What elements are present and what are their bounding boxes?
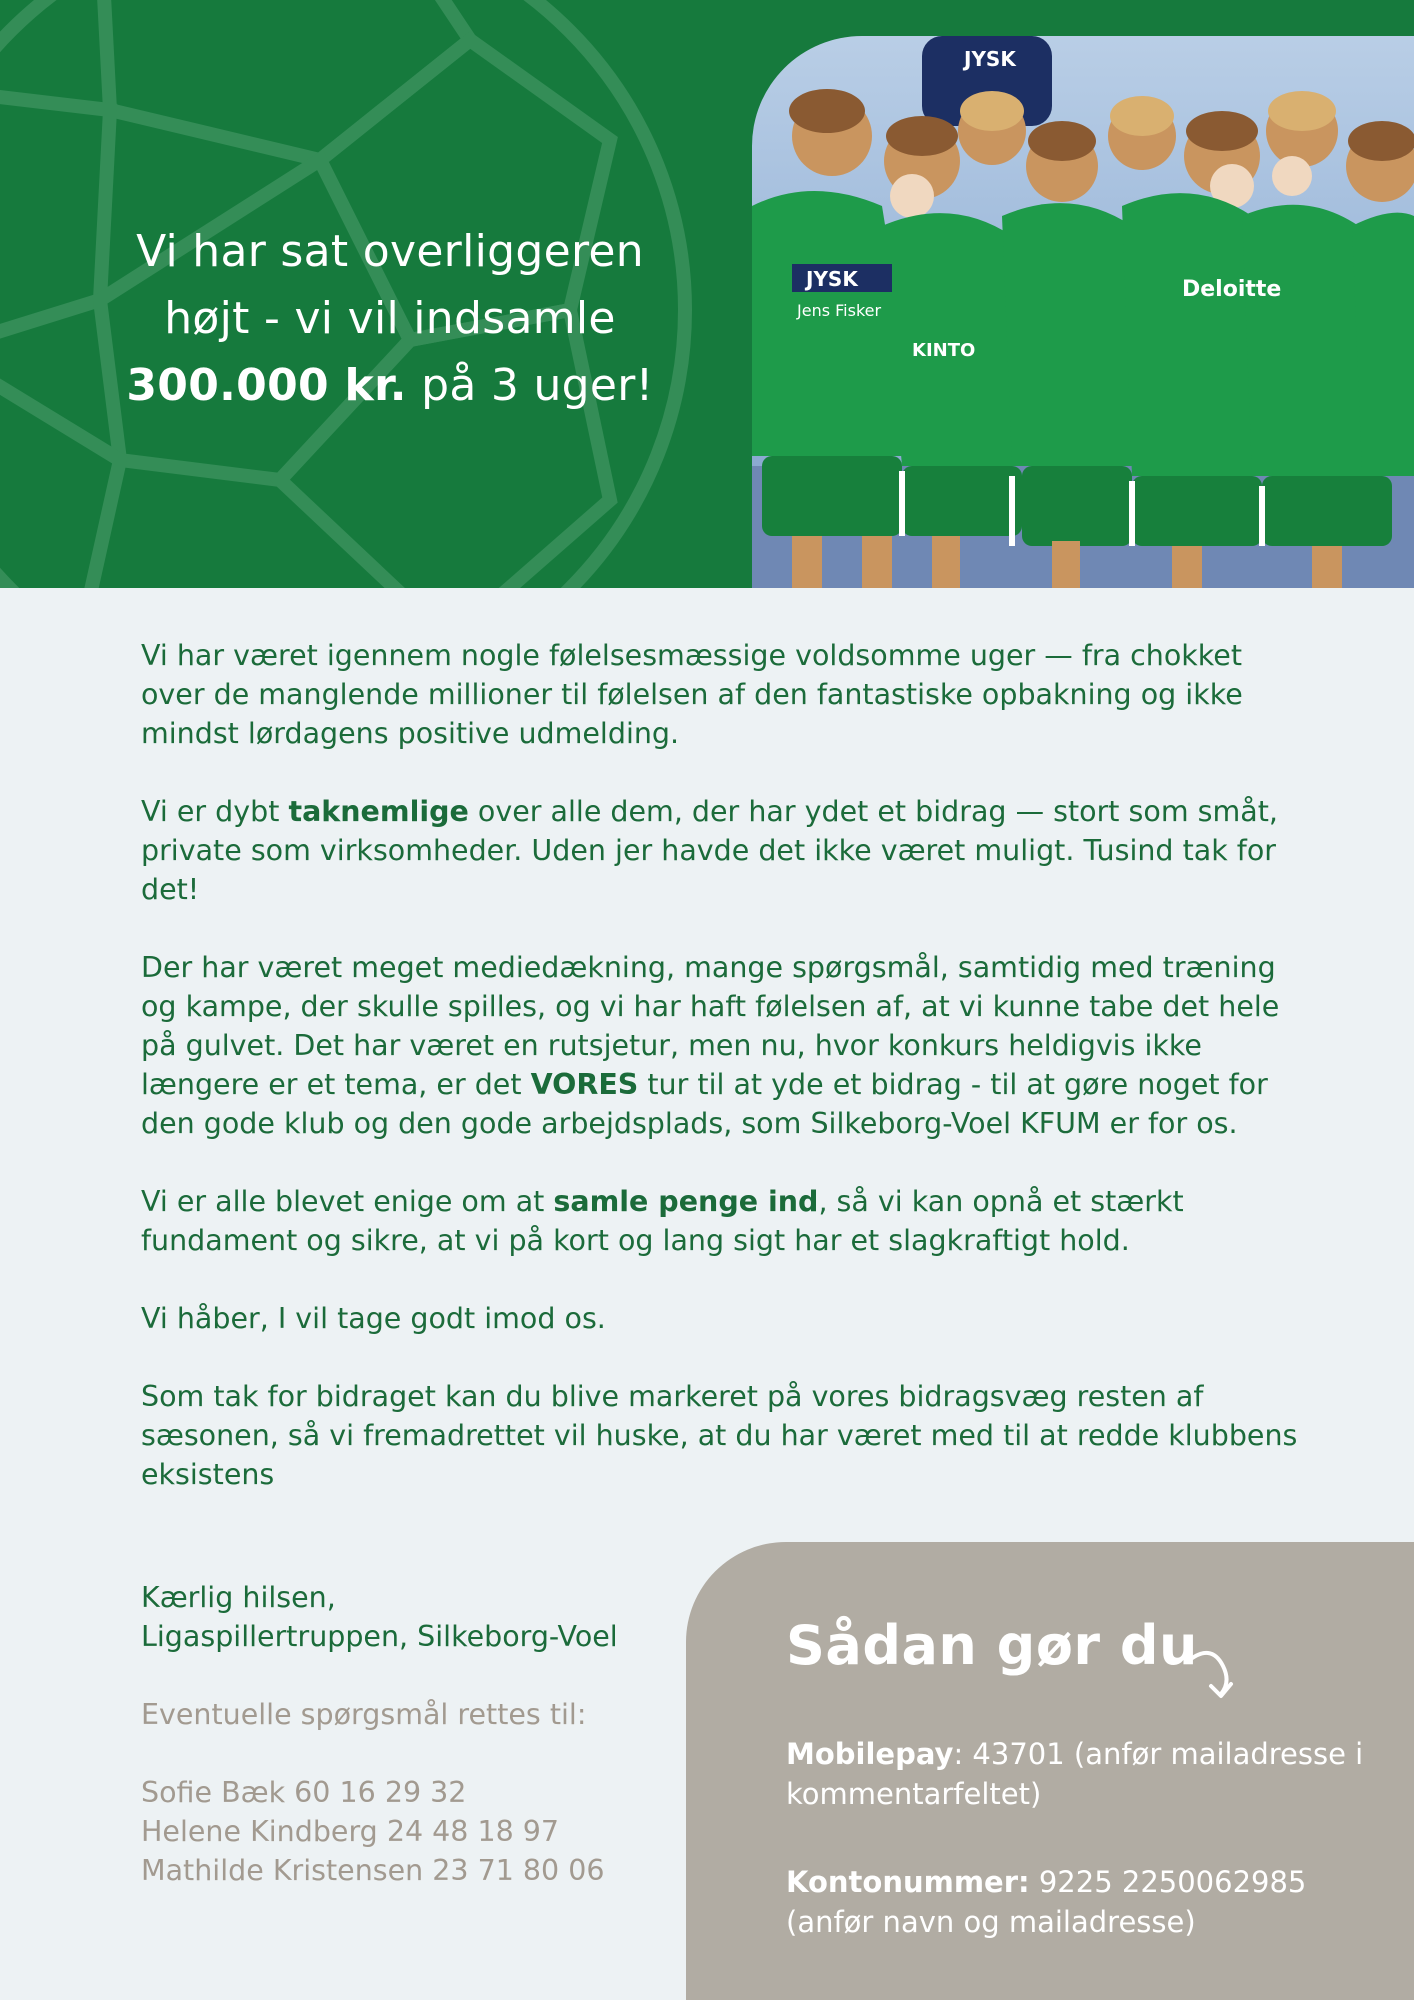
payment-instructions bbox=[786, 1734, 1396, 1990]
team-huddle-illustration bbox=[752, 36, 1414, 588]
headline bbox=[40, 218, 740, 419]
letter-paragraph-3: Der har været meget mediedækning, mange spørgsmål, samtidig med træning og kampe, der skulle spilles, og vi har haft følelsen af, at vi kunne tabe det hele på gulvet. Det har været en rutsjetur, men nu, hvor konkurs heldigvis ikke længere er et tema, er det VORES tur til at yde et bidrag - til at gøre noget for den gode klub og den gode arbejdsplads, som Silkeborg-Voel KFUM er for os. bbox=[141, 951, 1280, 1140]
headline-line-1: Vi har sat overliggeren bbox=[136, 226, 644, 277]
jersey-text-kinto: KINTO bbox=[912, 340, 976, 361]
headline-line-2: højt - vi vil indsamle bbox=[164, 293, 616, 344]
jersey-text-deloitte: Deloitte bbox=[1182, 277, 1282, 302]
jersey-text-jens-fisker: Jens Fisker bbox=[797, 301, 882, 320]
greeting: Kærlig hilsen, bbox=[141, 1581, 336, 1614]
contact-item: Sofie Bæk 60 16 29 32 bbox=[141, 1776, 467, 1809]
team-huddle-photo bbox=[752, 36, 1414, 588]
letter-paragraph-1: Vi har været igennem nogle følelsesmæssige voldsomme uger — fra chokket over de manglende millioner til følelsen af den fantastiske opbakning og ikke mindst lørdagens positive udmelding. bbox=[141, 639, 1243, 750]
curved-arrow-down-icon bbox=[1181, 1642, 1237, 1702]
goal-amount: 300.000 kr. bbox=[126, 360, 407, 411]
signature-block bbox=[141, 1578, 618, 1656]
letter-paragraph-6: Som tak for bidraget kan du blive markeret på vores bidragsvæg resten af sæsonen, så vi fremadrettet vil huske, at du har været med til at redde klubbens eksistens bbox=[141, 1380, 1298, 1491]
how-to-box bbox=[686, 1542, 1414, 2000]
hero-banner bbox=[0, 0, 1414, 588]
jersey-text-jysk-top: JYSK bbox=[964, 47, 1016, 71]
headline-line-3: 300.000 kr. på 3 uger! bbox=[126, 360, 654, 411]
letter-body bbox=[141, 636, 1301, 1533]
jersey-text-jysk: JYSK bbox=[806, 267, 858, 291]
mobilepay-line: Mobilepay: 43701 (anfør mailadresse i kommentarfeltet) bbox=[786, 1737, 1364, 1811]
contact-list bbox=[141, 1773, 605, 1890]
signature: Ligaspillertruppen, Silkeborg-Voel bbox=[141, 1620, 618, 1653]
account-line: Kontonummer: 9225 2250062985 (anfør navn og mailadresse) bbox=[786, 1865, 1307, 1939]
contact-item: Helene Kindberg 24 48 18 97 bbox=[141, 1815, 560, 1848]
how-to-title: Sådan gør du bbox=[786, 1614, 1198, 1677]
letter-paragraph-4: Vi er alle blevet enige om at samle penge ind, så vi kan opnå et stærkt fundament og sikre, at vi på kort og lang sigt har et slagkraftigt hold. bbox=[141, 1185, 1184, 1257]
letter-paragraph-5: Vi håber, I vil tage godt imod os. bbox=[141, 1302, 606, 1335]
letter-paragraph-2: Vi er dybt taknemlige over alle dem, der har ydet et bidrag — stort som småt, private som virksomheder. Uden jer havde det ikke været muligt. Tusind tak for det! bbox=[141, 795, 1278, 906]
questions-heading: Eventuelle spørgsmål rettes til: bbox=[141, 1698, 587, 1731]
contact-item: Mathilde Kristensen 23 71 80 06 bbox=[141, 1854, 605, 1887]
